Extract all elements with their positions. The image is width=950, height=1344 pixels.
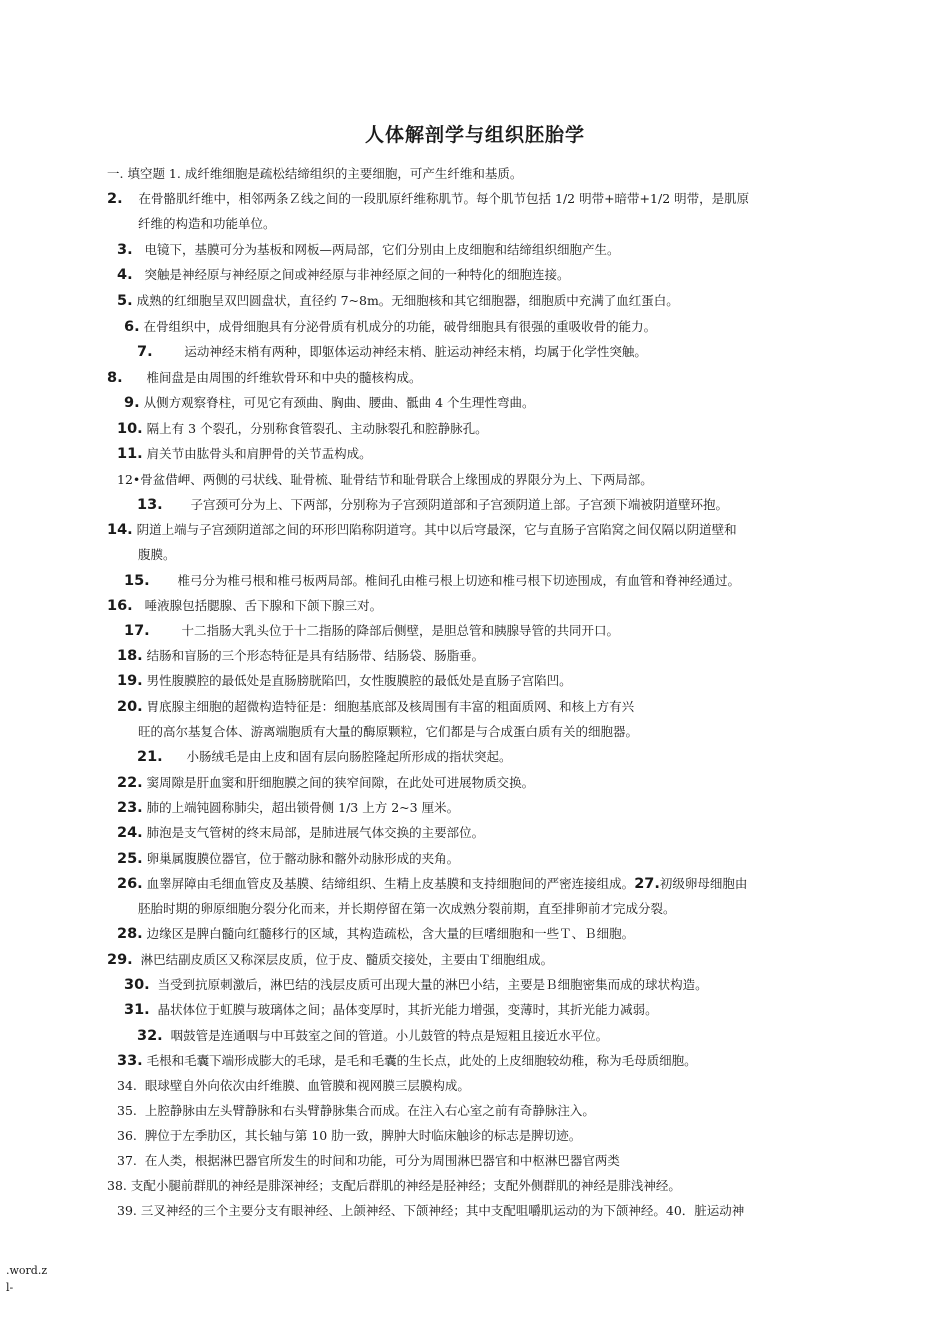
list-item: 25. 卵巢属腹膜位器官，位于髂动脉和髂外动脉形成的夹角。 [117, 851, 460, 867]
list-item: 15. 椎弓分为椎弓根和椎弓板两局部。椎间孔由椎弓根上切迹和椎弓根下切迹围成，有血管和脊神经通过。 [124, 573, 741, 589]
footer-line: .word.z [6, 1264, 48, 1277]
list-item: 19. 男性腹膜腔的最低处是直肠膀胱陷凹，女性腹膜腔的最低处是直肠子宫陷凹。 [117, 673, 572, 689]
list-item: 7. 运动神经末梢有两种，即躯体运动神经末梢、脏运动神经末梢，均属于化学性突触。 [137, 344, 647, 360]
list-item: 21. 小肠绒毛是由上皮和固有层向肠腔隆起所形成的指状突起。 [137, 749, 512, 765]
list-item: 2. 在骨骼肌纤维中，相邻两条Ｚ线之间的一段肌原纤维称肌节。每个肌节包括 1/2 明带+暗带+1/2 明带，是肌原 [107, 191, 750, 207]
list-item: 30. 当受到抗原刺激后，淋巴结的浅层皮质可出现大量的淋巴小结，主要是Ｂ细胞密集而成的球状构造。 [124, 977, 708, 993]
list-item: 33. 毛根和毛囊下端形成膨大的毛球，是毛和毛囊的生长点，此处的上皮细胞较幼稚，称为毛母质细胞。 [117, 1053, 697, 1069]
list-item: 34. 眼球壁自外向依次由纤维膜、血管膜和视网膜三层膜构成。 [117, 1078, 470, 1093]
list-item: 16. 唾液腺包括腮腺、舌下腺和下颌下腺三对。 [107, 598, 383, 614]
list-item: 9. 从侧方观察脊柱，可见它有颈曲、胸曲、腰曲、骶曲 4 个生理性弯曲。 [124, 395, 535, 411]
list-item: 31. 晶状体位于虹膜与玻璃体之间；晶体变厚时，其折光能力增强，变薄时，其折光能力减弱。 [124, 1002, 658, 1018]
list-item: 18. 结肠和盲肠的三个形态特征是具有结肠带、结肠袋、肠脂垂。 [117, 648, 485, 664]
list-item: 12•骨盆借岬、两侧的弓状线、耻骨梳、耻骨结节和耻骨联合上缘围成的界限分为上、下两局部。 [117, 472, 653, 487]
list-item: 14. 阴道上端与子宫颈阴道部之间的环形凹陷称阴道穹。其中以后穹最深，它与直肠子宫陷窝之间仅隔以阴道壁和 [107, 522, 737, 538]
list-item: 28. 边缘区是脾白髓向红髓移行的区域，其构造疏松，含大量的巨嗜细胞和一些Ｔ、Ｂ细胞。 [117, 926, 635, 942]
list-item: 6. 在骨组织中，成骨细胞具有分泌骨质有机成分的功能，破骨细胞具有很强的重吸收骨的能力。 [124, 319, 657, 335]
list-item-continuation: 胚胎时期的卵原细胞分裂分化而来，并长期停留在第一次成熟分裂前期，直至排卵前才完成分裂。 [138, 901, 676, 916]
list-item: 5. 成熟的红细胞呈双凹圆盘状，直径约 7~8m。无细胞核和其它细胞器，细胞质中充满了血红蛋白。 [117, 293, 679, 309]
list-item: 22. 窦周隙是肝血窦和肝细胞膜之间的狭窄间隙，在此处可进展物质交换。 [117, 775, 535, 791]
page-footer [6, 1262, 47, 1296]
list-item: 35. 上腔静脉由左头臂静脉和右头臂静脉集合而成。在注入右心室之前有奇静脉注入。 [117, 1103, 595, 1118]
list-item: 一. 填空题 1. 成纤维细胞是疏松结缔组织的主要细胞，可产生纤维和基质。 [107, 166, 523, 181]
list-item-continuation: 旺的高尔基复合体、游离端胞质有大量的酶原颗粒，它们都是与合成蛋白质有关的细胞器。 [138, 724, 639, 739]
list-item-continuation: 腹膜。 [138, 547, 176, 562]
list-item: 10. 隔上有 3 个裂孔，分别称食管裂孔、主动脉裂孔和腔静脉孔。 [117, 421, 488, 437]
list-item: 29. 淋巴结副皮质区又称深层皮质，位于皮、髓质交接处，主要由Ｔ细胞组成。 [107, 952, 554, 968]
page-title: 人体解剖学与组织胚胎学 [364, 124, 585, 146]
list-item: 23. 肺的上端钝圆称肺尖，超出锁骨侧 1/3 上方 2~3 厘米。 [117, 800, 460, 816]
list-item: 36. 脾位于左季肋区，其长轴与第 10 肋一致，脾肿大时临床触诊的标志是脾切迹。 [117, 1128, 582, 1143]
list-item: 4. 突触是神经原与神经原之间或神经原与非神经原之间的一种特化的细胞连接。 [117, 267, 570, 283]
list-item: 38. 支配小腿前群肌的神经是腓深神经；支配后群肌的神经是胫神经；支配外侧群肌的神经是腓浅神经。 [107, 1178, 681, 1193]
list-item: 3. 电镜下，基膜可分为基板和网板—两局部，它们分别由上皮细胞和结缔组织细胞产生。 [117, 242, 620, 258]
list-item: 26. 血睾屏障由毛细血管皮及基膜、结缔组织、生精上皮基膜和支持细胞间的严密连接组成。27.初级卵母细胞由 [117, 876, 748, 892]
list-item: 8. 椎间盘是由周围的纤维软骨环和中央的髓核构成。 [107, 370, 422, 386]
list-item: 20. 胃底腺主细胞的超微构造特征是：细胞基底部及核周围有丰富的粗面质网、和核上方有兴 [117, 699, 635, 715]
list-item: 11. 肩关节由肱骨头和肩胛骨的关节盂构成。 [117, 446, 372, 462]
list-item: 24. 肺泡是支气管树的终末局部，是肺进展气体交换的主要部位。 [117, 825, 485, 841]
list-item: 37. 在人类，根据淋巴器官所发生的时间和功能，可分为周围淋巴器官和中枢淋巴器官两类 [117, 1153, 620, 1168]
list-item: 17. 十二指肠大乳头位于十二指肠的降部后侧壁，是胆总管和胰腺导管的共同开口。 [124, 623, 619, 639]
footer-line: l- [6, 1281, 14, 1294]
list-item: 39. 三叉神经的三个主要分支有眼神经、上颌神经、下颌神经；其中支配咀嚼肌运动的为下颌神经。40．脏运动神 [117, 1203, 745, 1218]
list-item-continuation: 纤维的构造和功能单位。 [138, 216, 276, 231]
list-item: 32. 咽鼓管是连通咽与中耳鼓室之间的管道。小儿鼓管的特点是短粗且接近水平位。 [137, 1028, 609, 1044]
list-item: 13. 子宫颈可分为上、下两部，分别称为子宫颈阴道部和子宫颈阴道上部。子宫颈下端被阴道壁环抱。 [137, 497, 729, 513]
